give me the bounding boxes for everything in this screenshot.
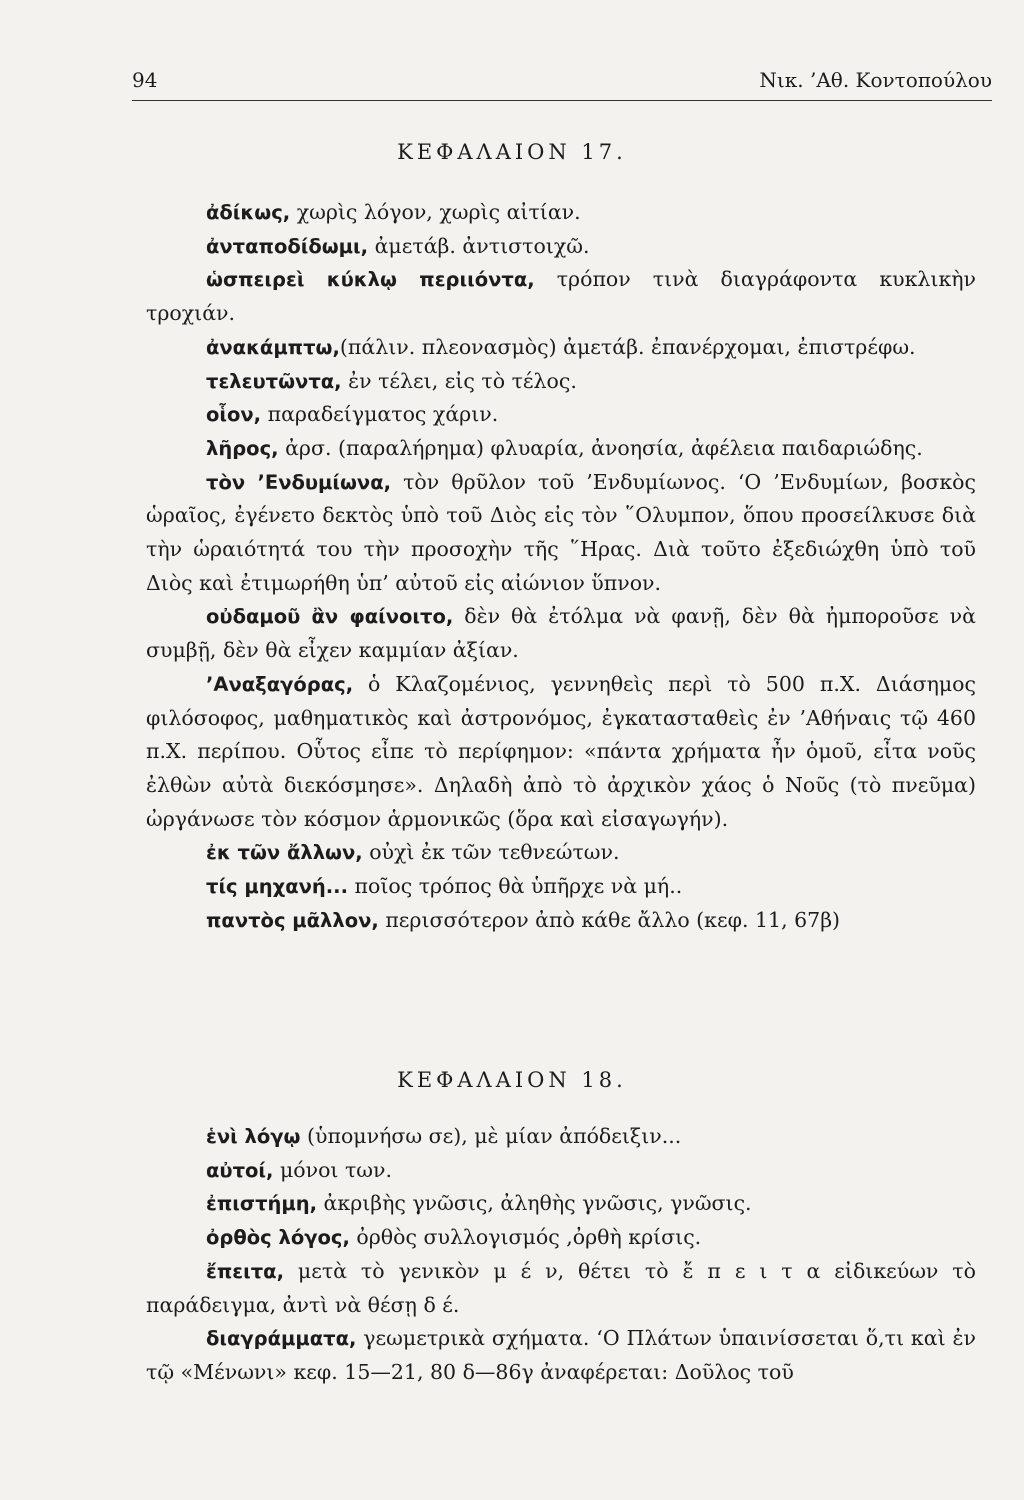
entry-term: ἐκ τῶν ἄλλων, bbox=[206, 841, 363, 865]
entry-term: αὐτοί, bbox=[206, 1158, 274, 1182]
entry-definition: μετὰ τὸ γενικὸν μ έ ν, θέτει τὸ ἔ π ε ι τ α εἰδικεύων τὸ παράδειγμα, ἀντὶ νὰ θέσῃ δ έ. bbox=[146, 1258, 976, 1317]
entry-definition: (ὑπομνήσω σε), μὲ μίαν ἀπόδειξιν... bbox=[300, 1124, 682, 1148]
glossary-entry bbox=[146, 870, 976, 904]
entry-definition: ἐν τέλει, εἰς τὸ τέλος. bbox=[341, 368, 577, 393]
glossary-entry bbox=[146, 836, 976, 870]
glossary-entry bbox=[146, 263, 976, 330]
entry-term: ὡσπειρεὶ κύκλῳ περιιόντα, bbox=[206, 268, 535, 292]
entry-definition: παραδείγματος χάριν. bbox=[261, 402, 499, 427]
page-header bbox=[132, 68, 992, 100]
entry-term: ἑνὶ λόγῳ bbox=[206, 1125, 301, 1148]
glossary-entry bbox=[146, 230, 976, 264]
entry-definition: δὲν θὰ ἐτόλμα νὰ φανῇ, δὲν θὰ ἠμποροῦσε νὰ συμβῇ, δὲν θὰ εἶχεν καμμίαν ἀξίαν. bbox=[146, 604, 976, 663]
entry-definition: ὀρθὸς συλλογισμός ,ὀρθὴ κρίσις. bbox=[349, 1225, 702, 1250]
chapter-18-entries bbox=[146, 1120, 976, 1390]
glossary-entry bbox=[146, 466, 976, 601]
entry-term: ἔπειτα, bbox=[206, 1259, 284, 1283]
glossary-entry bbox=[146, 668, 976, 837]
entry-term: ’Αναξαγόρας, bbox=[206, 672, 354, 696]
glossary-entry bbox=[146, 1221, 976, 1255]
chapter-17-entries bbox=[146, 196, 976, 937]
page-number: 94 bbox=[132, 68, 158, 92]
glossary-entry bbox=[146, 1154, 976, 1188]
glossary-entry bbox=[146, 600, 976, 667]
entry-definition: γεωμετρικὰ σχήματα. ‘Ο Πλάτων ὑπαινίσσεται ὅ,τι καὶ ἐν τῷ «Μένωνι» κεφ. 15—21, 80 δ—86γ ἀναφέρεται: Δοῦλος τοῦ bbox=[146, 1326, 976, 1384]
glossary-entry bbox=[146, 331, 976, 365]
glossary-entry bbox=[146, 398, 976, 432]
entry-term: ἀνακάμπτω, bbox=[206, 335, 340, 359]
entry-term: τίς μηχανή... bbox=[206, 875, 348, 899]
entry-term: ὀρθὸς λόγος, bbox=[206, 1226, 350, 1250]
entry-definition: ἀκριβὴς γνῶσις, ἀληθὴς γνῶσις, γνῶσις. bbox=[317, 1191, 752, 1216]
chapter-18-title: ΚΕΦΑΛΑΙΟΝ 18. bbox=[397, 1068, 627, 1092]
glossary-entry bbox=[146, 1255, 976, 1322]
glossary-entry bbox=[146, 1322, 976, 1389]
entry-definition: (πάλιν. πλεονασμὸς) ἀμετάβ. ἐπανέρχομαι, ἐπιστρέφω. bbox=[339, 334, 916, 359]
entry-definition: ὁ Κλαζομένιος, γεννηθεὶς περὶ τὸ 500 π.Χ. Διάσημος φιλόσοφος, μαθηματικὸς καὶ ἀστρονόμος, ἐγκατασταθεὶς ἐν ’Αθήναις τῷ 460 π.Χ. περίπου. Οὗτος εἶπε τὸ περίφημον: «πάντα χρήματα ἦν ὁμοῦ, εἶτα νοῦς ἐλθὼν αὐτὰ διεκόσμησε». Δηλαδὴ ἀπὸ τὸ ἀρχικὸν χάος ὁ Νοῦς (τὸ πνεῦμα) ὠργάνωσε τὸν κόσμον ἁρμονικῶς (ὅρα καὶ εἰσαγωγήν). bbox=[146, 671, 976, 831]
entry-definition: περισσότερον ἀπὸ κάθε ἄλλο (κεφ. 11, 67β) bbox=[378, 907, 841, 932]
entry-term: λῆρος, bbox=[206, 436, 279, 460]
glossary-entry bbox=[146, 365, 976, 399]
entry-term: παντὸς μᾶλλον, bbox=[206, 908, 379, 932]
entry-term: ἀδίκως, bbox=[206, 201, 291, 224]
entry-definition: ἀμετάβ. ἀντιστοιχῶ. bbox=[368, 233, 590, 258]
entry-definition: οὐχὶ ἐκ τῶν τεθνεώτων. bbox=[362, 840, 620, 865]
entry-term: οὐδαμοῦ ἂν φαίνοιτο, bbox=[206, 605, 454, 629]
glossary-entry bbox=[146, 432, 976, 466]
entry-definition: ἀρσ. (παραλήρημα) φλυαρία, ἀνοησία, ἀφέλεια παιδαριώδης. bbox=[278, 435, 923, 460]
entry-term: διαγράμματα, bbox=[206, 1327, 357, 1351]
entry-term: οἷον, bbox=[206, 403, 262, 427]
header-rule bbox=[132, 100, 992, 101]
entry-definition: τρόπον τινὰ διαγράφοντα κυκλικὴν τροχιάν. bbox=[146, 267, 976, 326]
entry-definition: χωρὶς λόγον, χωρὶς αἰτίαν. bbox=[290, 200, 581, 224]
entry-term: τὸν ’Ενδυμίωνα, bbox=[206, 470, 392, 494]
glossary-entry bbox=[146, 1187, 976, 1221]
entry-definition: μόνοι των. bbox=[273, 1157, 392, 1182]
chapter-17-title: ΚΕΦΑΛΑΙΟΝ 17. bbox=[397, 140, 627, 164]
entry-term: ἐπιστήμη, bbox=[206, 1192, 318, 1216]
glossary-entry bbox=[146, 904, 976, 938]
entry-term: ἀνταποδίδωμι, bbox=[206, 234, 369, 258]
running-head: Νικ. ’Αθ. Κοντοπούλου bbox=[759, 68, 992, 92]
entry-definition: ποῖος τρόπος θὰ ὑπῆρχε νὰ μή.. bbox=[347, 874, 683, 899]
glossary-entry bbox=[146, 196, 976, 230]
entry-term: τελευτῶντα, bbox=[206, 369, 342, 393]
entry-definition: τὸν θρῦλον τοῦ ’Ενδυμίωνος. ‘Ο ’Ενδυμίων, βοσκὸς ὡραῖος, ἐγένετο δεκτὸς ὑπὸ τοῦ Διὸς εἰς τὸν ῞Ολυμπον, ὅπου προσείλκυσε διὰ τὴν ὡραιότητά του τὴν προσοχὴν τῆς ῞Ηρας. Διὰ τοῦτο ἐξεδιώχθη ὑπὸ τοῦ Διὸς καὶ ἐτιμωρήθη ὑπ’ αὐτοῦ εἰς αἰώνιον ὕπνον. bbox=[146, 469, 976, 595]
glossary-entry bbox=[146, 1120, 976, 1154]
